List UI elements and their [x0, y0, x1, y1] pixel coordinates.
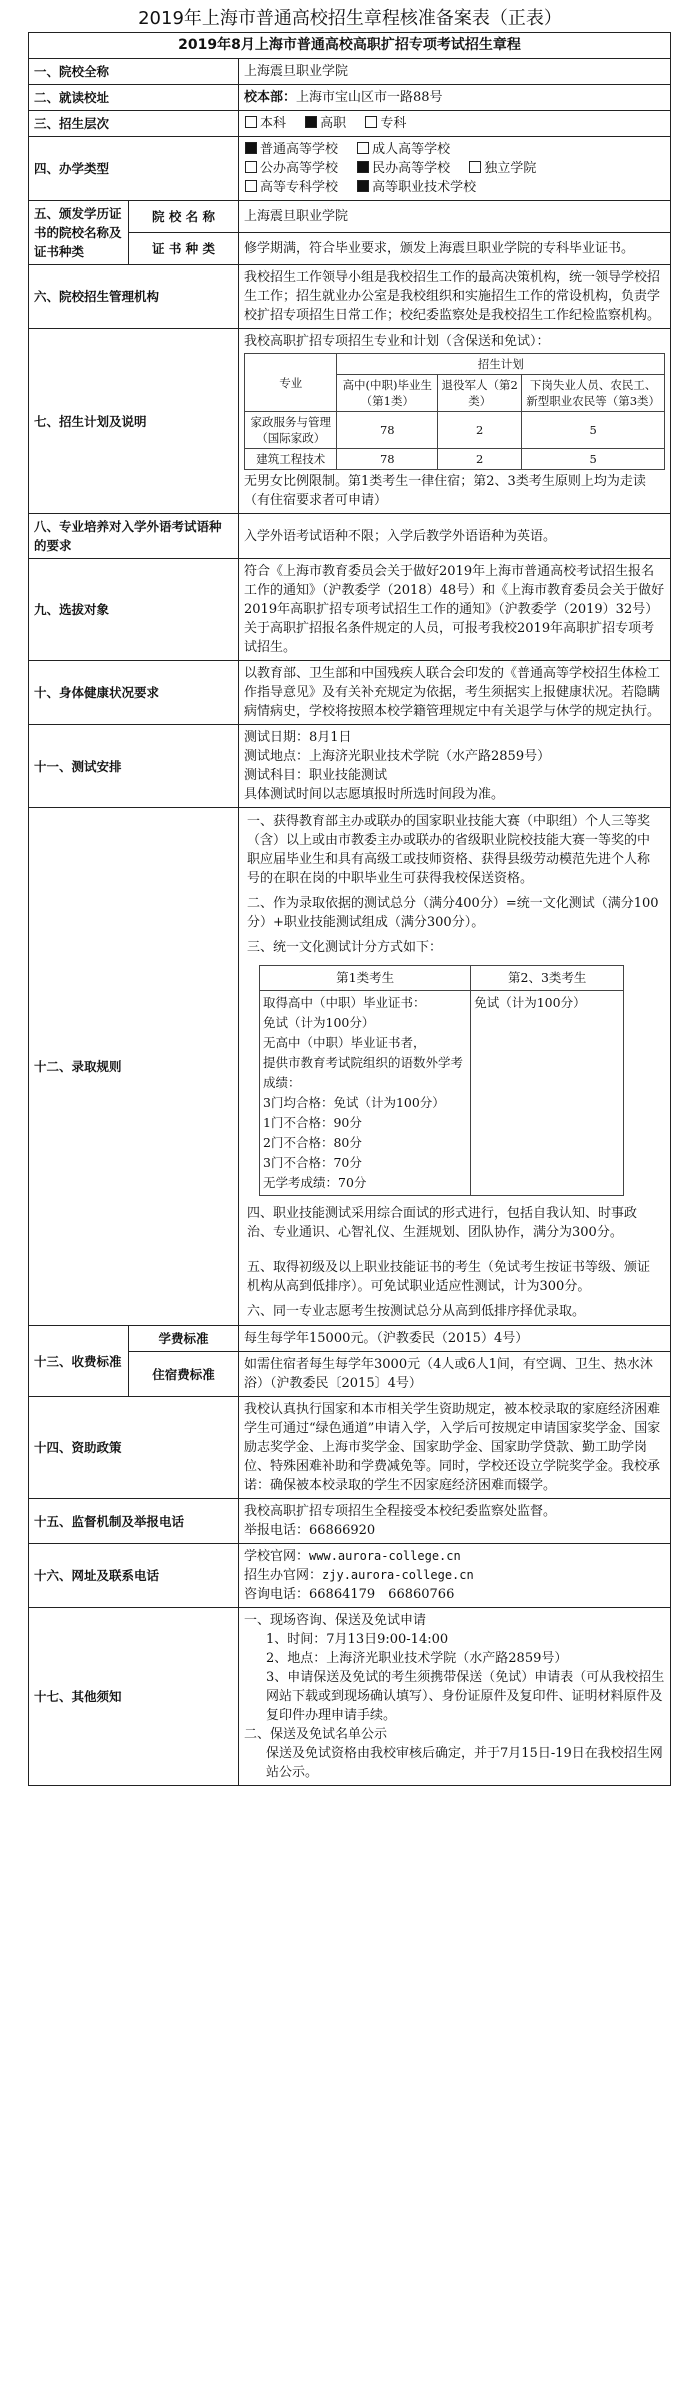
row-test [29, 725, 671, 808]
supervision-line: 举报电话：66866920 [244, 1523, 376, 1538]
row-campus [29, 85, 671, 111]
school-type-option[interactable] [244, 161, 338, 176]
row-school-name [29, 59, 671, 85]
row-admission [29, 808, 671, 1326]
school-type-option[interactable] [356, 142, 450, 157]
row-label: 七、招生计划及说明 [29, 329, 239, 514]
school-type-options [239, 137, 671, 201]
checkbox-icon [357, 142, 369, 154]
row-health [29, 661, 671, 725]
plan-table [244, 353, 665, 470]
row-management [29, 265, 671, 329]
dorm-value: 如需住宿者每生每学年3000元（4人或6人1间，有空调、卫生、热水沐浴）（沪教委民〔2015〕4号） [239, 1352, 671, 1397]
health-text: 以教育部、卫生部和中国残疾人联合会印发的《普通高等学校招生体检工作指导意见》及有关补充规定为依据，考生须据实上报健康状况。若隐瞒病情病史，学校将按照本校学籍管理规定中有关退学与休学的规定执行。 [239, 661, 671, 725]
plan-c2: 2 [438, 412, 522, 449]
score-line: 1门不合格：90分 [263, 1115, 362, 1130]
score-line: 提供市教育考试院组织的语数外学考成绩： [263, 1055, 464, 1090]
subtitle-row [29, 33, 671, 59]
score-line: 3门不合格：70分 [263, 1155, 362, 1170]
row-label: 五、颁发学历证书的院校名称及证书种类 [29, 201, 129, 265]
checkbox-icon [245, 161, 257, 173]
plan-note: 无男女比例限制。第1类考生一律住宿；第2、3类考生原则上均为走读（有住宿要求者可申请） [244, 474, 646, 508]
row-label: 八、专业培养对入学外语考试语种的要求 [29, 514, 239, 559]
checkbox-icon [245, 116, 257, 128]
other-line: 2、地点：上海济光职业技术学院（水产路2859号） [266, 1651, 568, 1666]
school-website-link[interactable]: www.aurora-college.cn [309, 1549, 461, 1563]
level-option-label: 本科 [260, 116, 287, 131]
target-text: 符合《上海市教育委员会关于做好2019年上海市普通高校考试招生报名工作的通知》（沪教委学（2018）48号）和《上海市教育委员会关于做好2019年高职扩招专项考试招生工作的通知》（沪教委学（2019）32号）关于高职扩招报名条件规定的人员，可报考我校2019年高职扩招专项考试招生。 [239, 559, 671, 661]
score-line: 3门均合格：免试（计为100分） [263, 1095, 445, 1110]
plan-content [239, 329, 671, 514]
row-label: 十三、收费标准 [29, 1326, 129, 1397]
row-label: 十六、网址及联系电话 [29, 1544, 239, 1608]
test-line: 具体测试时间以志愿填报时所选时间段为准。 [244, 787, 505, 802]
charter-form [28, 32, 670, 1786]
tuition-value: 每生每学年15000元。（沪教委民（2015）4号） [239, 1326, 671, 1352]
supervision-line: 我校高职扩招专项招生全程接受本校纪委监察处监督。 [244, 1504, 557, 1519]
test-line: 测试科目：职业技能测试 [244, 768, 388, 783]
score-right: 免试（计为100分） [471, 991, 624, 1196]
test-line: 测试地点：上海济光职业技术学院（水产路2859号） [244, 749, 551, 764]
tuition-label: 学费标准 [129, 1326, 239, 1352]
issuer-cert-value: 修学期满，符合毕业要求，颁发上海震旦职业学院的专科毕业证书。 [239, 233, 671, 265]
admission-item: 三、统一文化测试计分方式如下： [247, 940, 443, 955]
row-label: 十七、其他须知 [29, 1608, 239, 1786]
row-label: 十四、资助政策 [29, 1397, 239, 1499]
row-supervision [29, 1499, 671, 1544]
level-option[interactable] [364, 116, 406, 131]
campus-value-label: 校本部： [244, 90, 297, 105]
school-type-label: 民办高等学校 [372, 161, 451, 176]
level-option-label: 高职 [320, 116, 347, 131]
plan-col2-header: 退役军人（第2类） [438, 375, 522, 412]
other-line: 3、申请保送及免试的考生须携带保送（免试）申请表（可从我校招生网站下载或到现场确认填写）、身份证原件及复印件、证明材料原件及复印件办理申请手续。 [266, 1670, 665, 1723]
other-line: 保送及免试资格由我校审核后确定，并于7月15日-19日在我校招生网站公示。 [266, 1746, 663, 1780]
issuer-name-value: 上海震旦职业学院 [239, 201, 671, 233]
row-label: 二、就读校址 [29, 85, 239, 111]
row-target [29, 559, 671, 661]
school-type-option[interactable] [244, 142, 338, 157]
score-line: 免试（计为100分） [263, 1015, 375, 1030]
admission-content [239, 808, 671, 1326]
school-type-label: 独立学院 [484, 161, 537, 176]
row-school-type [29, 137, 671, 201]
issuer-name-label: 院 校 名 称 [129, 201, 239, 233]
table-subtitle: 2019年8月上海市普通高校高职扩招专项考试招生章程 [29, 33, 671, 59]
charter-table [28, 32, 671, 1786]
checkbox-icon [245, 180, 257, 192]
school-type-label: 公办高等学校 [260, 161, 339, 176]
admission-item: 六、同一专业志愿考生按测试总分从高到低排序择优录取。 [247, 1304, 586, 1319]
row-label: 九、选拔对象 [29, 559, 239, 661]
row-label: 一、院校全称 [29, 59, 239, 85]
checkbox-icon [365, 116, 377, 128]
row-issuer-name [29, 201, 671, 233]
language-text: 入学外语考试语种不限；入学后教学外语语种为英语。 [239, 514, 671, 559]
school-type-option[interactable] [468, 161, 536, 176]
level-option[interactable] [304, 116, 346, 131]
school-type-label: 普通高等学校 [260, 142, 339, 157]
row-label: 十一、测试安排 [29, 725, 239, 808]
level-option[interactable] [244, 116, 286, 131]
score-header-1: 第1类考生 [260, 966, 471, 991]
table-row [245, 449, 665, 470]
other-content [239, 1608, 671, 1786]
row-label: 十、身体健康状况要求 [29, 661, 239, 725]
score-line: 无高中（中职）毕业证书者， [263, 1035, 426, 1050]
aid-text: 我校认真执行国家和本市相关学生资助规定，被本校录取的家庭经济困难学生可通过“绿色通道”申请入学，入学后可按规定申请国家奖学金、国家励志奖学金、上海市奖学金、国家助学金、国家助学贷款、勤工助学岗位、特殊困难补助和学费减免等。同时，学校还设立学院奖学金。我校承诺：确保被本校录取的学生不因家庭经济困难而辍学。 [239, 1397, 671, 1499]
checkbox-checked-icon [305, 116, 317, 128]
checkbox-checked-icon [357, 180, 369, 192]
admission-item: 五、取得初级及以上职业技能证书的考生（免试考生按证书等级、颁证机构从高到低排序）。可免试职业适应性测试，计为300分。 [247, 1260, 651, 1294]
other-line: 二、保送及免试名单公示 [244, 1727, 388, 1742]
row-aid [29, 1397, 671, 1499]
test-content [239, 725, 671, 808]
plan-major: 家政服务与管理（国际家政） [245, 412, 337, 449]
row-plan [29, 329, 671, 514]
management-text: 我校招生工作领导小组是我校招生工作的最高决策机构，统一领导学校招生工作；招生就业办公室是我校组织和实施招生工作的常设机构，负责学校扩招专项招生日常工作；校纪委监察处是我校招生工作纪检监察机构。 [239, 265, 671, 329]
school-type-option[interactable] [356, 180, 476, 195]
plan-plan-header: 招生计划 [337, 354, 665, 375]
score-line: 取得高中（中职）毕业证书： [263, 995, 426, 1010]
row-fees-tuition [29, 1326, 671, 1352]
row-label: 十二、录取规则 [29, 808, 239, 1326]
score-line: 2门不合格：80分 [263, 1135, 362, 1150]
phone-numbers: 66864179 66860766 [309, 1587, 455, 1602]
school-type-label: 高等专科学校 [260, 180, 339, 195]
admission-item: 二、作为录取依据的测试总分（满分400分）=统一文化测试（满分100分）+职业技能测试组成（满分300分）。 [247, 896, 659, 930]
zs-site-label: 招生办官网： [244, 1568, 323, 1583]
school-type-label: 高等职业技术学校 [372, 180, 477, 195]
score-left [260, 991, 471, 1196]
plan-c1: 78 [337, 412, 438, 449]
admission-item: 一、获得教育部主办或联办的国家职业技能大赛（中职组）个人三等奖（含）以上或由市教委主办或联办的省级职业院校技能大赛一等奖的中职应届毕业生和具有高级工或技师资格、获得县级劳动模范先进个人称号的在职在岗的中职毕业生可获得我校保送资格。 [247, 814, 651, 886]
score-line: 无学考成绩：70分 [263, 1175, 367, 1190]
school-type-option[interactable] [244, 180, 338, 195]
test-line: 测试日期：8月1日 [244, 730, 352, 745]
plan-c2: 2 [438, 449, 522, 470]
school-type-label: 成人高等学校 [372, 142, 451, 157]
phone-label: 咨询电话： [244, 1587, 310, 1602]
row-contact [29, 1544, 671, 1608]
plan-intro: 我校高职扩招专项招生专业和计划（含保送和免试）： [244, 334, 550, 349]
plan-major-header: 专业 [245, 354, 337, 412]
plan-c1: 78 [337, 449, 438, 470]
campus-value [239, 85, 671, 111]
site-label: 学校官网： [244, 1549, 310, 1564]
campus-address: 上海市宝山区市一路88号 [296, 90, 443, 105]
checkbox-checked-icon [245, 142, 257, 154]
score-table [259, 965, 624, 1196]
plan-c3: 5 [522, 412, 665, 449]
admission-item: 四、职业技能测试采用综合面试的形式进行，包括自我认知、时事政治、专业通识、心智礼仪、生涯规划、团队协作，满分为300分。 [247, 1206, 638, 1240]
other-line: 一、现场咨询、保送及免试申请 [244, 1613, 427, 1628]
row-label: 三、招生层次 [29, 111, 239, 137]
plan-col1-header: 高中(中职)毕业生（第1类） [337, 375, 438, 412]
other-line: 1、时间：7月13日9:00-14:00 [266, 1632, 449, 1647]
supervision-content [239, 1499, 671, 1544]
school-type-option[interactable] [356, 161, 450, 176]
row-level [29, 111, 671, 137]
plan-c3: 5 [522, 449, 665, 470]
row-label: 四、办学类型 [29, 137, 239, 201]
issuer-cert-label: 证 书 种 类 [129, 233, 239, 265]
admissions-website-link[interactable]: zjy.aurora-college.cn [322, 1568, 474, 1582]
row-other [29, 1608, 671, 1786]
checkbox-checked-icon [357, 161, 369, 173]
contact-content [239, 1544, 671, 1608]
dorm-label: 住宿费标准 [129, 1352, 239, 1397]
row-language [29, 514, 671, 559]
level-option-label: 专科 [380, 116, 407, 131]
school-name-value: 上海震旦职业学院 [239, 59, 671, 85]
plan-major: 建筑工程技术 [245, 449, 337, 470]
score-header-2: 第2、3类考生 [471, 966, 624, 991]
plan-col3-header: 下岗失业人员、农民工、新型职业农民等（第3类） [522, 375, 665, 412]
row-label: 六、院校招生管理机构 [29, 265, 239, 329]
table-row [245, 412, 665, 449]
row-label: 十五、监督机制及举报电话 [29, 1499, 239, 1544]
checkbox-icon [469, 161, 481, 173]
level-options [239, 111, 671, 137]
page-title: 2019年上海市普通高校招生章程核准备案表（正表） [138, 8, 562, 29]
